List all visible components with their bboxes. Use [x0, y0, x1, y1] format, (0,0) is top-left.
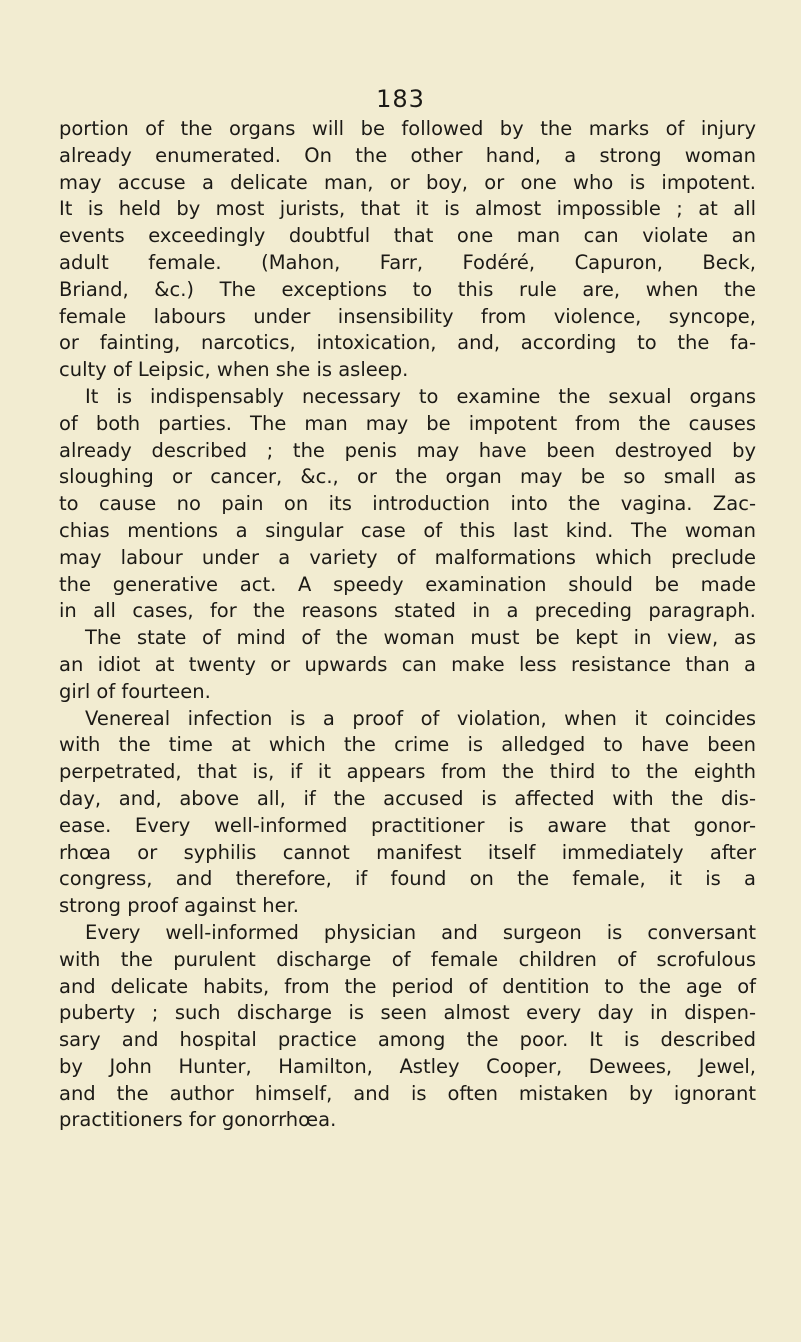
text-line: culty of Leipsic, when she is asleep.: [59, 358, 409, 382]
text-line: Venereal infection is a proof of violation, when it coincides: [85, 706, 756, 730]
text-line: an idiot at twenty or upwards can make less resistance than a: [59, 652, 756, 676]
text-line: events exceedingly doubtful that one man can violate an: [59, 224, 756, 248]
text-line: Every well-informed physician and surgeon is conversant: [85, 920, 756, 944]
text-line: the generative act. A speedy examination should be made: [59, 572, 756, 596]
text-line: day, and, above all, if the accused is affected with the dis-: [59, 786, 756, 810]
text-line: by John Hunter, Hamilton, Astley Cooper, Dewees, Jewel,: [59, 1054, 756, 1078]
text-line: and delicate habits, from the period of dentition to the age of: [59, 974, 756, 998]
text-line: It is held by most jurists, that it is almost impossible ; at all: [59, 197, 756, 221]
text-line: to cause no pain on its introduction into the vagina. Zac-: [59, 492, 756, 516]
text-line: female labours under insensibility from violence, syncope,: [59, 304, 756, 328]
text-line: sloughing or cancer, &c., or the organ may be so small as: [59, 465, 756, 489]
text-line: It is indispensably necessary to examine the sexual organs: [85, 384, 756, 408]
text-line: already described ; the penis may have been destroyed by: [59, 438, 756, 462]
text-line: with the purulent discharge of female children of scrofulous: [59, 947, 756, 971]
text-line: in all cases, for the reasons stated in a preceding paragraph.: [59, 599, 756, 623]
text-line: and the author himself, and is often mistaken by ignorant: [59, 1081, 756, 1105]
text-line: practitioners for gonorrhœa.: [59, 1108, 337, 1132]
text-line: sary and hospital practice among the poor. It is described: [59, 1028, 756, 1052]
text-line: puberty ; such discharge is seen almost every day in dispen-: [59, 1001, 756, 1025]
page-number: 183: [376, 85, 425, 113]
text-line: may accuse a delicate man, or boy, or one who is impotent.: [59, 170, 756, 194]
text-line: Briand, &c.) The exceptions to this rule are, when the: [59, 277, 756, 301]
text-line: ease. Every well-informed practitioner is aware that gonor-: [59, 813, 756, 837]
text-line: perpetrated, that is, if it appears from the third to the eighth: [59, 760, 756, 784]
text-line: chias mentions a singular case of this last kind. The woman: [59, 518, 756, 542]
text-line: or fainting, narcotics, intoxication, and, according to the fa-: [59, 331, 756, 355]
text-line: rhœa or syphilis cannot manifest itself immediately after: [59, 840, 756, 864]
text-line: with the time at which the crime is alledged to have been: [59, 733, 756, 757]
text-line: portion of the organs will be followed by the marks of injury: [59, 117, 756, 140]
text-line: girl of fourteen.: [59, 679, 211, 703]
text-line: adult female. (Mahon, Farr, Fodéré, Capuron, Beck,: [59, 250, 756, 274]
text-line: strong proof against her.: [59, 894, 299, 918]
text-line: The state of mind of the woman must be kept in view, as: [85, 626, 756, 650]
text-line: may labour under a variety of malformations which preclude: [59, 545, 756, 569]
text-line: of both parties. The man may be impotent from the causes: [59, 411, 756, 435]
text-line: already enumerated. On the other hand, a strong woman: [59, 143, 756, 167]
text-line: congress, and therefore, if found on the female, it is a: [59, 867, 756, 891]
body-text: [59, 116, 756, 1134]
